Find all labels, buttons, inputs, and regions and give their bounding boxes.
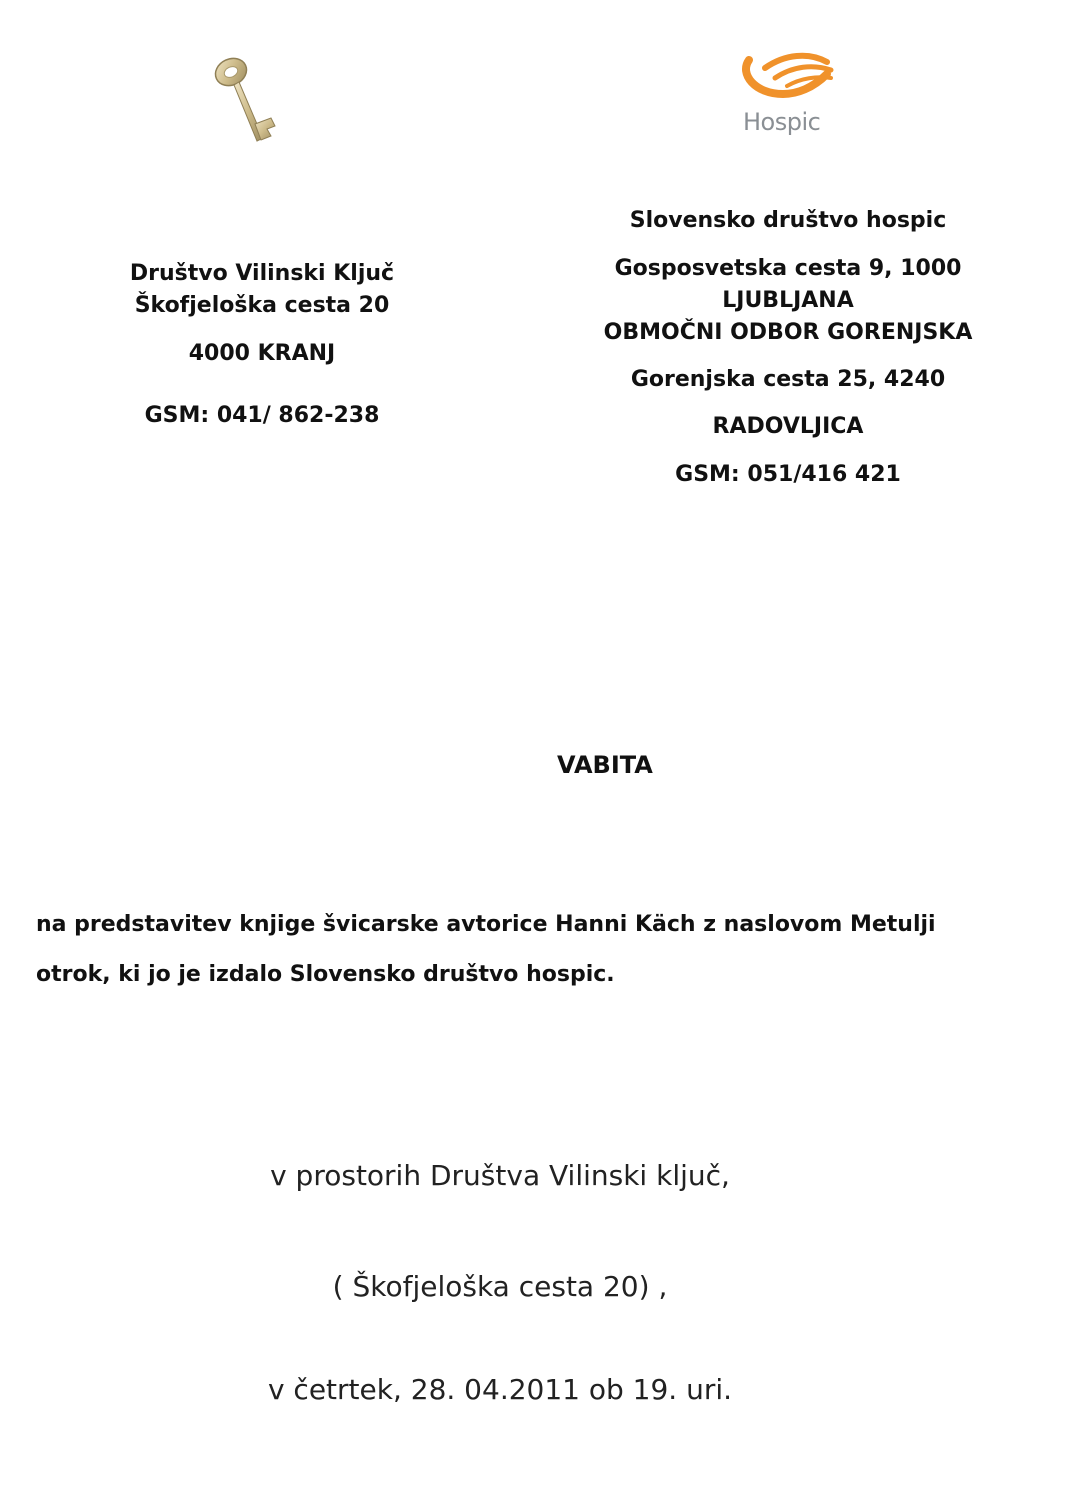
invitation-line-2: otrok, ki jo je izdalo Slovensko društvo hospic.	[36, 962, 615, 987]
left-phone: GSM: 041/ 862-238	[144, 403, 380, 428]
right-city: LJUBLJANA	[722, 288, 854, 313]
venue-line-1: v prostorih Društva Vilinski ključ,	[270, 1159, 730, 1192]
page-title: VABITA	[557, 751, 653, 779]
venue-line-2: ( Škofjeloška cesta 20) ,	[332, 1270, 668, 1303]
right-phone: GSM: 051/416 421	[675, 462, 901, 487]
venue-date-time: v četrtek, 28. 04.2011 ob 19. uri.	[267, 1373, 733, 1406]
right-city-2: RADOVLJICA	[712, 414, 864, 439]
invitation-line-1: na predstavitev knjige švicarske avtorice Hanni Käch z naslovom Metulji	[36, 912, 936, 937]
right-street-2: Gorenjska cesta 25, 4240	[630, 367, 946, 392]
right-org-name: Slovensko društvo hospic	[629, 208, 947, 233]
left-org-name: Društvo Vilinski Ključ	[129, 261, 395, 286]
invitation-text	[36, 900, 986, 1000]
right-street: Gosposvetska cesta 9, 1000	[614, 256, 962, 281]
left-street: Škofjeloška cesta 20	[134, 293, 390, 318]
hospic-hand-icon	[735, 48, 845, 110]
left-city: 4000 KRANJ	[188, 341, 336, 366]
hospic-wordmark: Hospic	[743, 108, 821, 136]
hospic-logo	[735, 48, 845, 148]
key-icon	[205, 52, 289, 148]
right-committee: OBMOČNI ODBOR GORENJSKA	[603, 320, 973, 345]
